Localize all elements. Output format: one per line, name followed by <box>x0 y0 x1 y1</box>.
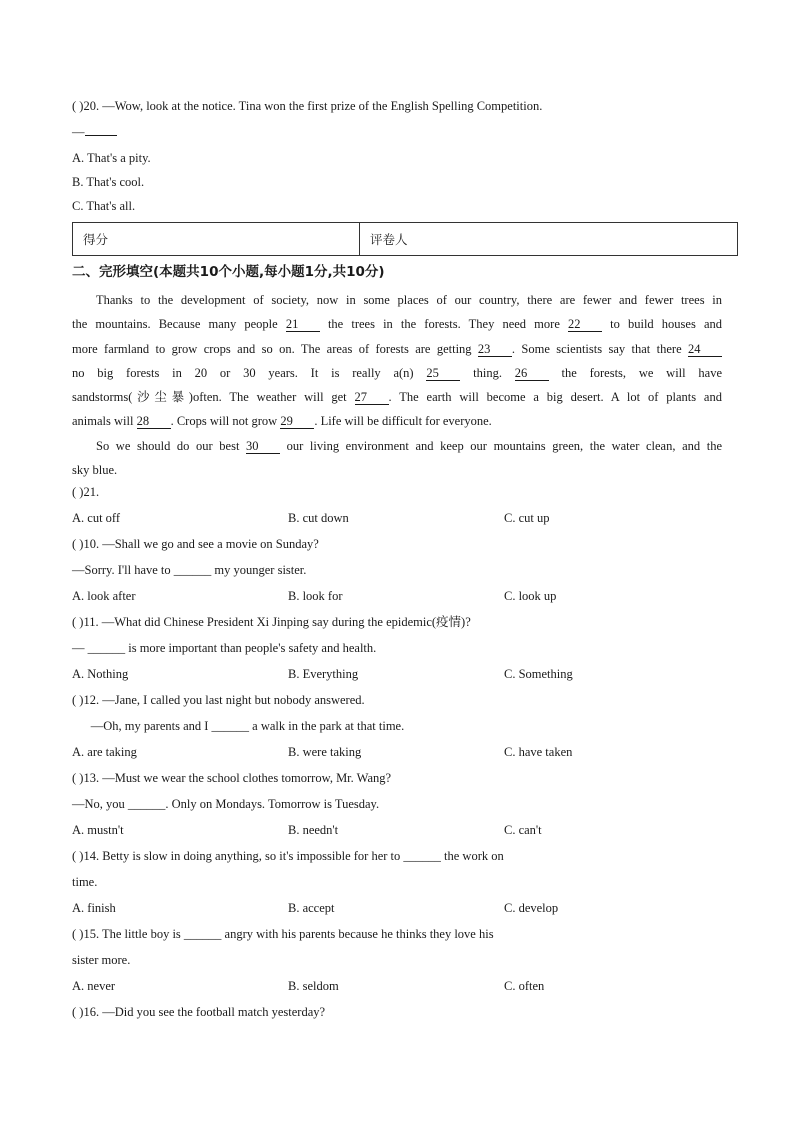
option: B. cut down <box>288 511 349 526</box>
option-row <box>72 586 722 612</box>
option: B. needn't <box>288 823 339 838</box>
exam-page <box>72 96 722 1028</box>
question-stem: ( )14. Betty is slow in doing anything, so it's impossible for her to ______ the work on <box>72 849 504 864</box>
paragraph-text: So we should do our best <box>96 438 247 453</box>
question-reply: time. <box>72 875 98 890</box>
paragraph-line <box>72 434 722 458</box>
paragraph-text: our living environment and keep our mountains green, the water clean, and the <box>280 438 722 453</box>
score-cell: 得分 <box>73 223 360 256</box>
option: C. develop <box>504 901 559 916</box>
option: B. were taking <box>288 745 362 760</box>
option-row <box>72 742 722 768</box>
question-list <box>72 482 722 1028</box>
question-reply: — ______ is more important than people's safety and health. <box>72 641 377 656</box>
score-table <box>72 222 738 256</box>
option-row <box>72 976 722 1002</box>
question-reply: —Oh, my parents and I ______ a walk in the park at that time. <box>72 719 405 734</box>
section-title: 二、完形填空(本题共10个小题,每小题1分,共10分) <box>72 264 385 280</box>
blank-number: 25 <box>426 366 460 381</box>
q20-stem: ( )20. —Wow, look at the notice. Tina won the first prize of the English Spelling Competition. <box>72 99 543 113</box>
question-reply: —Sorry. I'll have to ______ my younger sister. <box>72 563 307 578</box>
paragraph-text: the trees in the forests. They need more <box>319 317 568 332</box>
option-row <box>72 664 722 690</box>
paragraph-text: sky blue. <box>72 463 118 478</box>
option-row <box>72 898 722 924</box>
option-row <box>72 820 722 846</box>
paragraph-text: . Life will be difficult for everyone. <box>314 414 492 429</box>
blank-number: 21 <box>286 317 320 332</box>
cloze-paragraph-2 <box>72 434 722 483</box>
paragraph-text: no big forests in 20 or 30 years. It is really a(n) <box>72 365 427 380</box>
grader-cell: 评卷人 <box>360 223 738 256</box>
option: C. can't <box>504 823 542 838</box>
blank-number: 27 <box>355 390 389 405</box>
q20-option-b: B. That's cool. <box>72 175 145 189</box>
option-row <box>72 508 722 534</box>
paragraph-line <box>72 409 722 433</box>
paragraph-text: the forests, we will have <box>548 365 722 380</box>
blank-number: 29 <box>280 414 314 429</box>
option: C. have taken <box>504 745 573 760</box>
option: A. Nothing <box>72 667 129 682</box>
question-reply: —No, you ______. Only on Mondays. Tomorrow is Tuesday. <box>72 797 380 812</box>
option: B. look for <box>288 589 343 604</box>
question-stem: ( )13. —Must we wear the school clothes tomorrow, Mr. Wang? <box>72 771 392 786</box>
blank-number: 23 <box>478 342 512 357</box>
option: B. accept <box>288 901 335 916</box>
blank-number: 24 <box>688 342 722 357</box>
question-stem: ( )11. —What did Chinese President Xi Jinping say during the epidemic(疫情)? <box>72 615 471 630</box>
paragraph-text: to build houses and <box>602 317 722 332</box>
paragraph-text: . Some scientists say that there <box>511 341 688 356</box>
paragraph-text: thing. <box>460 365 515 380</box>
option: C. look up <box>504 589 557 604</box>
paragraph-text: sandstorms(沙尘暴)often. The weather will get <box>72 390 355 405</box>
question-stem: ( )10. —Shall we go and see a movie on Sunday? <box>72 537 319 552</box>
blank-number: 28 <box>137 414 171 429</box>
option: A. finish <box>72 901 116 916</box>
option: A. are taking <box>72 745 137 760</box>
paragraph-line <box>72 385 722 409</box>
paragraph-text: . Crops will not grow <box>170 414 281 429</box>
paragraph-line <box>72 361 722 385</box>
paragraph-line <box>72 458 722 482</box>
option: C. cut up <box>504 511 550 526</box>
option: A. look after <box>72 589 136 604</box>
blank-number: 26 <box>515 366 549 381</box>
option: C. often <box>504 979 545 994</box>
paragraph-text: animals will <box>72 414 137 429</box>
question-stem: ( )16. —Did you see the football match yesterday? <box>72 1005 326 1020</box>
paragraph-text: Thanks to the development of society, now in some places of our country, there are fewer and fewer trees in <box>96 293 722 307</box>
question-stem: ( )15. The little boy is ______ angry with his parents because he thinks they love his <box>72 927 494 942</box>
option: A. cut off <box>72 511 121 526</box>
paragraph-line <box>72 337 722 361</box>
paragraph-line <box>72 288 722 312</box>
q20-option-a: A. That's a pity. <box>72 151 151 165</box>
paragraph-text: more farmland to grow crops and so on. The areas of forests are getting <box>72 341 478 356</box>
paragraph-text: . The earth will become a big desert. A lot of plants and <box>388 390 722 405</box>
option: B. Everything <box>288 667 359 682</box>
blank-number: 30 <box>246 439 280 454</box>
cloze-paragraph-1 <box>72 288 722 434</box>
option: A. never <box>72 979 116 994</box>
option: C. Something <box>504 667 573 682</box>
option: B. seldom <box>288 979 339 994</box>
blank-number: 22 <box>568 317 602 332</box>
question-stem: ( )12. —Jane, I called you last night but nobody answered. <box>72 693 365 708</box>
question-reply: sister more. <box>72 953 131 968</box>
answer-blank <box>85 123 117 136</box>
option: A. mustn't <box>72 823 124 838</box>
question-stem: ( )21. <box>72 485 100 500</box>
q20-reply <box>72 122 722 148</box>
paragraph-text: the mountains. Because many people <box>72 317 286 332</box>
paragraph-line <box>72 312 722 336</box>
reply-dash: — <box>72 125 85 139</box>
q20-option-c: C. That's all. <box>72 199 136 213</box>
